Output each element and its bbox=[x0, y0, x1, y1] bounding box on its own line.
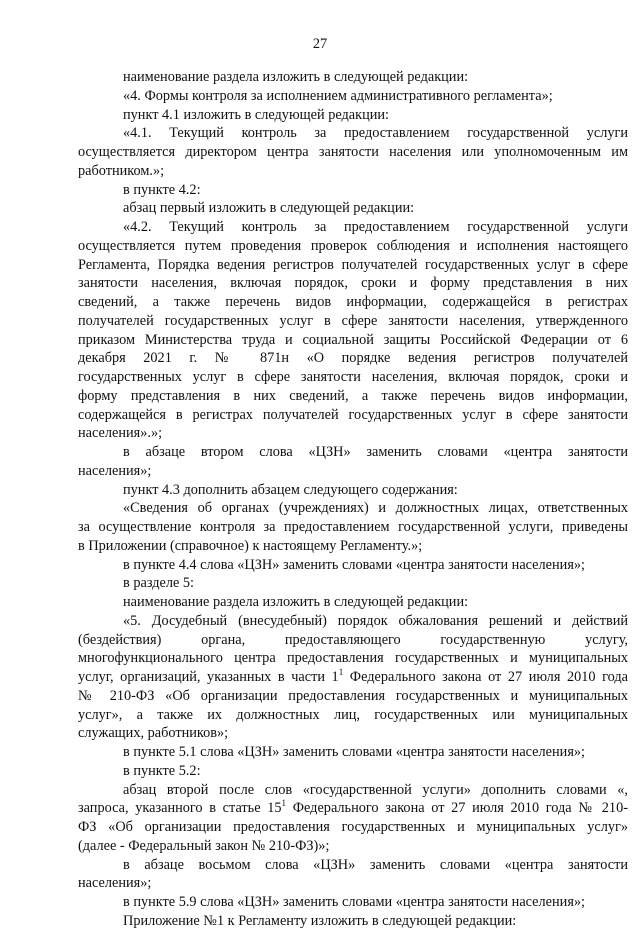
text-line: «Сведения об органах (учреждениях) и должностных лицах, ответственных bbox=[123, 500, 628, 517]
paragraph-point-4-2-text bbox=[78, 218, 628, 237]
text-fragment: Федерального закона от 27 июля 2010 года № 210- bbox=[286, 800, 628, 817]
text-line: Приложение №1 к Регламенту изложить в следующей редакции: bbox=[123, 912, 517, 929]
paragraph-point-4-3-instruction bbox=[78, 481, 628, 500]
text-line: осуществляется путем проведения проверок соблюдения и исполнения настоящего bbox=[78, 237, 628, 254]
text-line: в пункте 5.1 слова «ЦЗН» заменить словами «центра занятости населения»; bbox=[123, 744, 586, 760]
text-line: «4.2. Текущий контроль за предоставлением государственной услуги bbox=[123, 219, 628, 235]
text-line: осуществляется директором центра занятости населения или уполномоченным им bbox=[78, 144, 628, 160]
text-line: наименование раздела изложить в следующей редакции: bbox=[123, 69, 469, 85]
text-line: государственных услуг в сфере занятости населения, включая порядок, сроки и bbox=[78, 369, 628, 385]
paragraph-section-5-heading bbox=[78, 574, 628, 593]
paragraph-point-4-2-text-continued bbox=[78, 237, 628, 443]
text-line: Регламента, Порядка ведения регистров получателей государственных услуг в сфере bbox=[78, 256, 628, 273]
text-fragment: Федерального закона от 27 июля 2010 года bbox=[343, 669, 628, 685]
text-line: пункт 4.1 изложить в следующей редакции: bbox=[123, 106, 390, 123]
superscript: 1 bbox=[281, 798, 287, 809]
paragraph-section-5-title bbox=[78, 612, 628, 631]
paragraph-appendix-1-instruction bbox=[78, 912, 628, 931]
paragraph-point-4-1-text bbox=[78, 124, 628, 143]
page-number: 27 bbox=[312, 36, 328, 52]
paragraph-point-4-2-heading bbox=[78, 181, 628, 200]
text-line: работником.»; bbox=[78, 162, 165, 179]
text-line: за осуществление контроля за предоставлением государственной услуги, приведены bbox=[78, 519, 628, 535]
text-line: занятости населения, включая порядок, сроки и форму представления в них bbox=[78, 275, 628, 292]
text-line bbox=[78, 799, 628, 818]
paragraph-point-4-3-text bbox=[78, 499, 628, 518]
text-line: в абзаце втором слова «ЦЗН» заменить словами «центра занятости bbox=[123, 444, 628, 460]
paragraph-point-5-2-addition bbox=[78, 781, 628, 800]
text-fragment: запроса, указанного в статье 15 bbox=[78, 800, 282, 817]
text-line: ФЗ «Об организации предоставления государственных и муниципальных услуг» bbox=[78, 819, 628, 835]
text-line: получателей государственных услуг в сфере занятости населения, утвержденного bbox=[78, 312, 628, 329]
text-line: декабря 2021 г. № 871н «О порядке ведения регистров получателей bbox=[78, 350, 628, 367]
paragraph-point-4-4-replace bbox=[78, 556, 628, 575]
paragraph-point-5-1-replace bbox=[78, 743, 628, 762]
text-line: в Приложении (справочное) к настоящему Регламенту.»; bbox=[78, 537, 423, 554]
text-line: многофункционального центра предоставления государственных и муниципальных bbox=[78, 650, 628, 667]
paragraph-point-5-9-replace bbox=[78, 893, 628, 912]
text-line: сведений, а также перечень видов информации, содержащейся в регистрах bbox=[78, 294, 628, 310]
text-line: в пункте 4.4 слова «ЦЗН» заменить словами «центра занятости населения»; bbox=[123, 556, 586, 573]
paragraph-section-5-title-continued bbox=[78, 631, 628, 744]
paragraph-point-5-2-heading bbox=[78, 762, 628, 781]
paragraph-second-paragraph-replace bbox=[78, 443, 628, 462]
text-line: (бездействия) органа, предоставляющего государственную услугу, bbox=[78, 631, 628, 648]
text-line: населения»; bbox=[78, 462, 152, 479]
text-line: абзац первый изложить в следующей редакции: bbox=[123, 200, 415, 217]
text-line: «4.1. Текущий контроль за предоставлением государственной услуги bbox=[123, 125, 628, 142]
text-line: услуг», а также их должностных лиц, государственных или муниципальных bbox=[78, 706, 628, 723]
paragraph-second-paragraph-replace-continued bbox=[78, 462, 628, 481]
text-line: «4. Формы контроля за исполнением административного регламента»; bbox=[123, 87, 553, 104]
text-line: в разделе 5: bbox=[123, 575, 195, 592]
text-line: абзац второй после слов «государственной услуги» дополнить словами «, bbox=[123, 781, 628, 798]
text-line: в абзаце восьмом слова «ЦЗН» заменить словами «центра занятости bbox=[123, 856, 628, 873]
text-line: населения».»; bbox=[78, 425, 163, 442]
paragraph-section-name-instruction bbox=[78, 68, 628, 87]
paragraph-point-5-2-addition-continued bbox=[78, 799, 628, 855]
paragraph-first-paragraph-instruction bbox=[78, 199, 628, 218]
text-line: приказом Министерства труда и социальной защиты Российской Федерации от 6 bbox=[78, 331, 628, 348]
text-line: (далее - Федеральный закон № 210-ФЗ)»; bbox=[78, 837, 330, 854]
text-line: в пункте 5.2: bbox=[123, 762, 201, 779]
text-line: форму представления в них сведений, а также перечень видов информации, bbox=[78, 387, 628, 404]
paragraph-eighth-paragraph-replace bbox=[78, 856, 628, 875]
text-line: наименование раздела изложить в следующей редакции: bbox=[123, 594, 469, 610]
paragraph-point-4-1-text-continued bbox=[78, 143, 628, 181]
text-line: № 210-ФЗ «Об организации предоставления государственных и муниципальных bbox=[78, 687, 628, 704]
paragraph-section-4-title bbox=[78, 87, 628, 106]
paragraph-section-5-name-instruction bbox=[78, 593, 628, 612]
text-line: населения»; bbox=[78, 875, 152, 892]
text-line: пункт 4.3 дополнить абзацем следующего содержания: bbox=[123, 481, 458, 498]
paragraph-point-4-1-instruction bbox=[78, 106, 628, 125]
paragraph-point-4-3-text-continued bbox=[78, 518, 628, 556]
text-line: служащих, работников»; bbox=[78, 725, 229, 742]
superscript: 1 bbox=[338, 667, 344, 677]
document-body bbox=[78, 68, 628, 931]
text-line: в пункте 4.2: bbox=[123, 181, 201, 198]
paragraph-eighth-paragraph-replace-continued bbox=[78, 874, 628, 893]
text-line: содержащейся в регистрах получателей государственных услуг в сфере занятости bbox=[78, 406, 628, 423]
text-line: в пункте 5.9 слова «ЦЗН» заменить словами «центра занятости населения»; bbox=[123, 894, 586, 910]
text-fragment: услуг, организаций, указанных в части 1 bbox=[78, 669, 339, 685]
text-line: «5. Досудебный (внесудебный) порядок обжалования решений и действий bbox=[123, 612, 628, 629]
text-line bbox=[78, 668, 628, 687]
